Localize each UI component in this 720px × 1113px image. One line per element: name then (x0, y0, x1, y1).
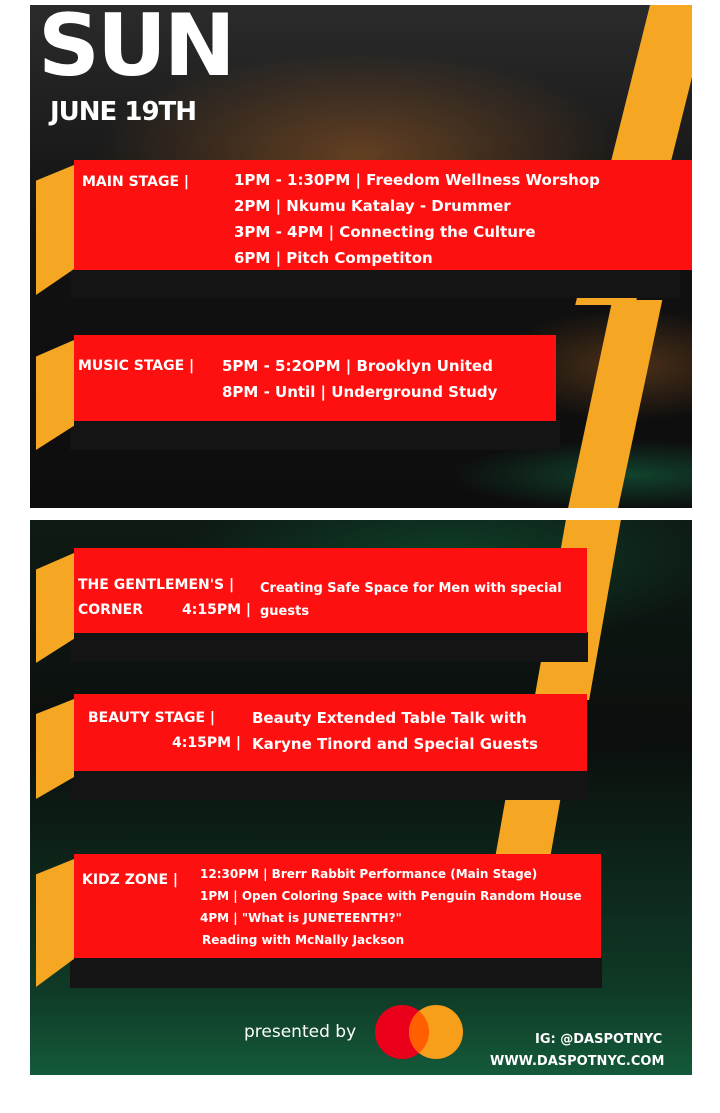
beauty-stage-time: 4:15PM | (172, 735, 242, 751)
beauty-stage-side (36, 699, 74, 799)
kidz-zone-item-2: 1PM | Open Coloring Space with Penguin Random House (200, 889, 582, 903)
gentlemens-corner-block (30, 548, 692, 668)
main-stage-side (36, 165, 74, 295)
beauty-stage-label: BEAUTY STAGE | (88, 710, 215, 726)
music-stage-face (74, 335, 556, 421)
music-stage-block (30, 335, 692, 455)
main-stage-item-2: 2PM | Nkumu Katalay - Drummer (234, 197, 511, 215)
main-stage-block (30, 160, 692, 300)
kidz-zone-block (30, 854, 692, 994)
beauty-stage-desc-2: Karyne Tinord and Special Guests (252, 735, 538, 753)
kidz-zone-item-1: 12:30PM | Brerr Rabbit Performance (Main Stage) (200, 867, 538, 881)
top-panel (30, 5, 692, 508)
music-stage-item-2: 8PM - Until | Underground Study (222, 383, 498, 401)
website-url: WWW.DASPOTNYC.COM (490, 1054, 665, 1069)
beauty-stage-shadow (70, 770, 588, 800)
mastercard-logo-icon (374, 1004, 464, 1060)
gentlemens-corner-label-2: CORNER (78, 602, 144, 618)
music-stage-shadow (70, 420, 560, 450)
beauty-stage-face (74, 694, 587, 771)
presented-by-text: presented by (244, 1022, 357, 1042)
gentlemens-corner-face (74, 548, 587, 633)
instagram-handle: IG: @DASPOTNYC (535, 1032, 663, 1047)
gentlemens-corner-desc-1: Creating Safe Space for Men with special (260, 581, 562, 596)
music-stage-label: MUSIC STAGE | (78, 358, 195, 374)
kidz-zone-label: KIDZ ZONE | (82, 872, 179, 888)
beauty-stage-desc-1: Beauty Extended Table Talk with (252, 709, 527, 727)
gentlemens-corner-side (36, 553, 74, 663)
day-title: SUN (38, 5, 233, 96)
date-subtitle: JUNE 19TH (50, 97, 197, 127)
bottom-panel (30, 520, 692, 1075)
gentlemens-corner-desc-2: guests (260, 604, 310, 619)
music-stage-side (36, 340, 74, 450)
main-stage-face (74, 160, 692, 270)
main-stage-item-4: 6PM | Pitch Competiton (234, 249, 433, 267)
gentlemens-corner-label-1: THE GENTLEMEN'S | (78, 577, 235, 593)
kidz-zone-item-4: Reading with McNally Jackson (202, 933, 405, 947)
main-stage-shadow (70, 268, 680, 298)
kidz-zone-shadow (70, 956, 602, 988)
main-stage-label: MAIN STAGE | (82, 174, 189, 190)
kidz-zone-face (74, 854, 601, 958)
gentlemens-corner-shadow (70, 632, 588, 662)
kidz-zone-side (36, 859, 74, 987)
mastercard-logo-svg (374, 1004, 464, 1060)
music-stage-item-1: 5PM - 5:2OPM | Brooklyn United (222, 357, 493, 375)
main-stage-item-1: 1PM - 1:30PM | Freedom Wellness Worshop (234, 171, 600, 189)
main-stage-item-3: 3PM - 4PM | Connecting the Culture (234, 223, 536, 241)
beauty-stage-block (30, 694, 692, 804)
kidz-zone-item-3: 4PM | "What is JUNETEENTH?" (200, 911, 402, 925)
gentlemens-corner-time: 4:15PM | (182, 602, 252, 618)
